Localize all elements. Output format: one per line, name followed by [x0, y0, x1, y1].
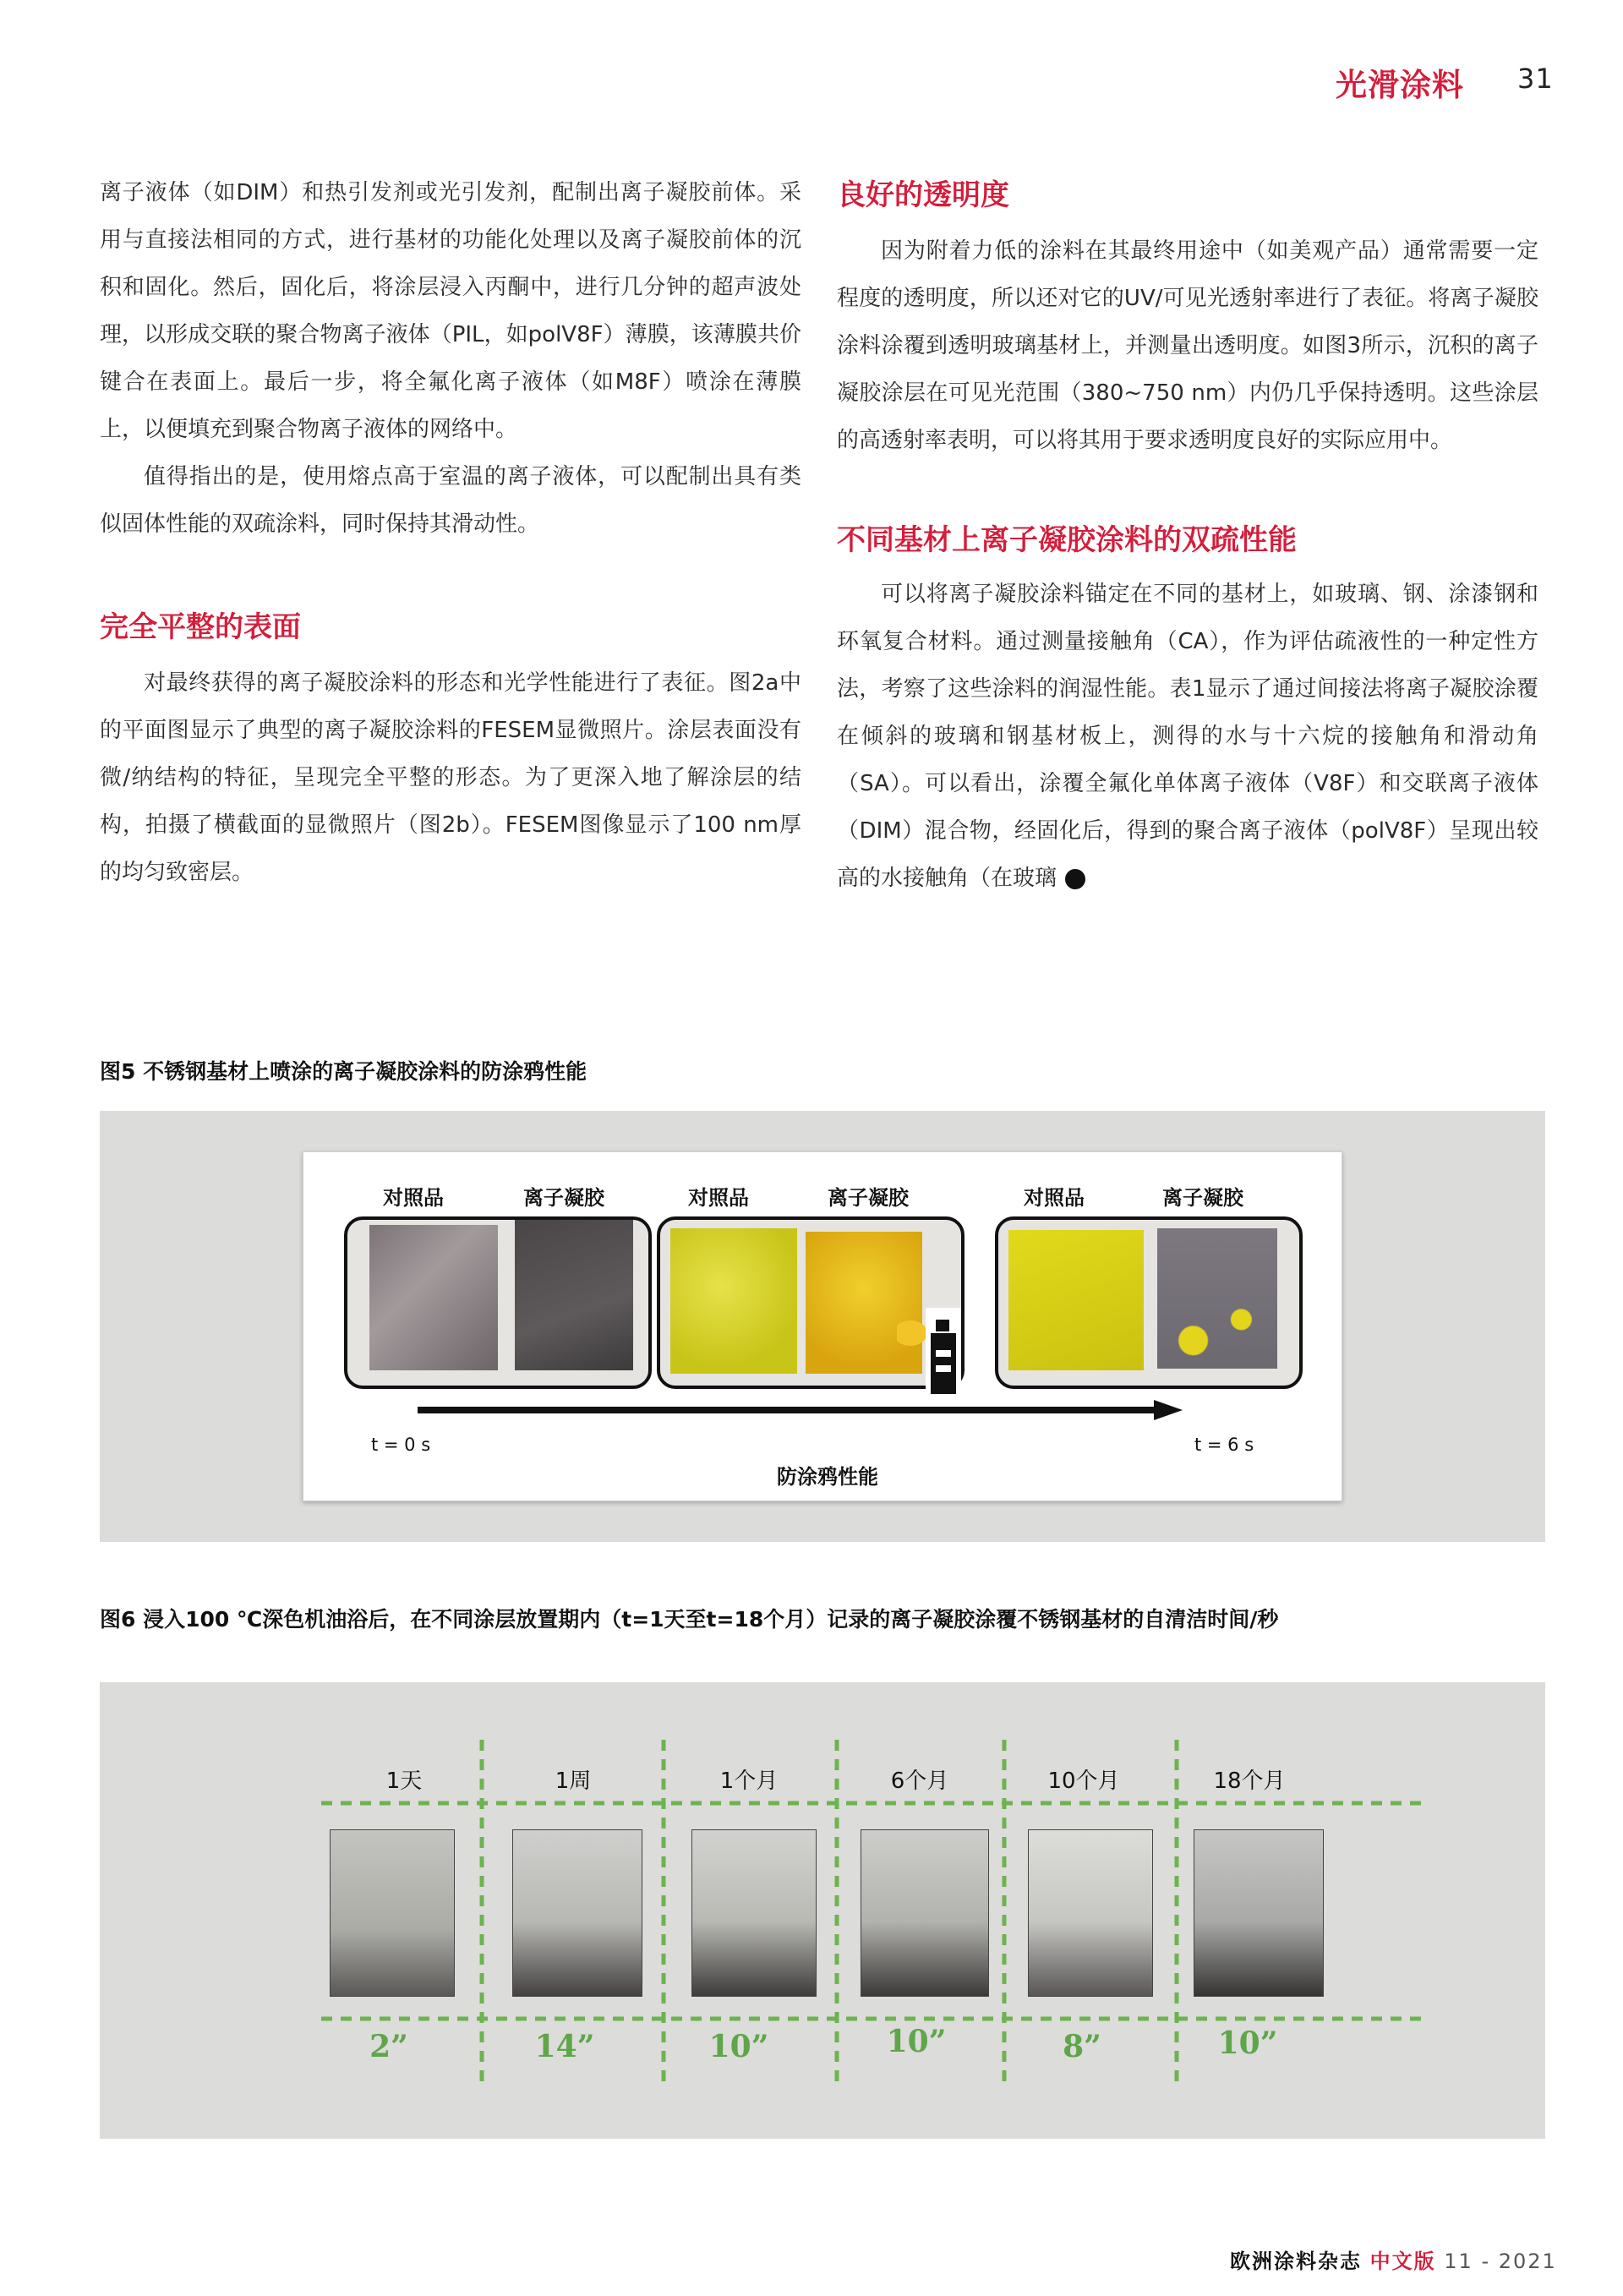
sample-photo	[512, 1829, 642, 1997]
edition-label: 中文版	[1369, 2250, 1436, 2273]
ionogel-label: 离子凝胶	[828, 1186, 909, 1210]
axis-label: 防涂鸦性能	[777, 1465, 878, 1489]
sample-photo	[1028, 1829, 1153, 1997]
control-plate	[369, 1225, 498, 1370]
sample-photo	[1194, 1829, 1324, 1997]
time-end-label: t = 6 s	[1194, 1435, 1254, 1455]
cleaning-time: 10”	[708, 2029, 769, 2064]
section-heading: 良好的透明度	[837, 178, 1009, 212]
photo-after-spray	[995, 1216, 1303, 1389]
magazine-name: 欧洲涂料杂志	[1230, 2250, 1362, 2273]
control-label: 对照品	[1024, 1186, 1085, 1210]
paragraph: 值得指出的是，使用熔点高于室温的离子液体，可以配制出具有类似固体性能的双疏涂料，同时保持其滑动性。	[100, 464, 801, 537]
ionogel-label: 离子凝胶	[523, 1186, 604, 1210]
figure5-panel	[100, 1111, 1545, 1542]
section-title: 光滑涂料	[1336, 67, 1464, 103]
cleaning-time: 2”	[369, 2029, 408, 2064]
sample-photo	[861, 1829, 989, 1997]
spray-can-icon	[897, 1301, 965, 1399]
control-plate	[670, 1228, 797, 1374]
ionogel-plate	[515, 1220, 633, 1370]
time-arrow	[413, 1397, 1191, 1423]
figure5-caption: 图5 不锈钢基材上喷涂的离子凝胶涂料的防涂鸦性能	[100, 1059, 587, 1084]
period-label: 1天	[385, 1768, 423, 1794]
period-label: 10个月	[1047, 1768, 1120, 1794]
period-label: 18个月	[1213, 1768, 1286, 1794]
figure6-caption: 图6 浸入100 ℃深色机油浴后，在不同涂层放置期内（t=1天至t=18个月）记录的离子凝胶涂覆不锈钢基材的自清洁时间/秒	[100, 1607, 1279, 1632]
cleaning-time: 10”	[886, 2024, 947, 2059]
paragraph-text: 可以将离子凝胶涂料锚定在不同的基材上，如玻璃、钢、涂漆钢和环氧复合材料。通过测量接触角（CA），作为评估疏液性的一种定性方法，考察了这些涂料的润湿性能。表1显示了通过间接法将离子凝胶涂覆在倾斜的玻璃和钢基材板上，测得的水与十六烷的接触角和滑动角（SA）。可以看出，涂覆全氟化单体离子液体（V8F）和交联离子液体（DIM）混合物，经固化后，得到的聚合离子液体（polV8F）呈现出较高的水接触角（在玻璃	[837, 582, 1538, 891]
issue-label: 11 - 2021	[1444, 2250, 1557, 2273]
paragraph: 对最终获得的离子凝胶涂料的形态和光学性能进行了表征。图2a中的平面图显示了典型的离子凝胶涂料的FESEM显微照片。涂层表面没有微/纳结构的特征，呈现完全平整的形态。为了更深入地了解涂层的结构，拍摄了横截面的显微照片（图2b）。FESEM图像显示了100 nm厚的均匀致密层。	[100, 670, 801, 885]
cleaning-time: 8”	[1063, 2029, 1101, 2064]
period-label: 1周	[555, 1768, 592, 1794]
control-label: 对照品	[688, 1186, 749, 1210]
photo-before-spray	[344, 1216, 652, 1389]
period-label: 1个月	[719, 1768, 779, 1794]
ionogel-label: 离子凝胶	[1162, 1186, 1243, 1210]
control-plate	[1008, 1230, 1144, 1370]
ionogel-plate	[1157, 1228, 1277, 1369]
cleaning-time: 10”	[1217, 2025, 1278, 2061]
figure5-image	[303, 1151, 1342, 1501]
left-column	[100, 169, 801, 896]
sample-photo	[330, 1829, 455, 1997]
cleaning-time: 14”	[534, 2029, 595, 2064]
period-label: 6个月	[890, 1768, 949, 1794]
section-heading: 不同基材上离子凝胶涂料的双疏性能	[837, 523, 1297, 557]
continue-arrow-icon: ❯	[1065, 869, 1085, 889]
paragraph: 因为附着力低的涂料在其最终用途中（如美观产品）通常需要一定程度的透明度，所以还对它的UV/可见光透射率进行了表征。将离子凝胶涂料涂覆到透明玻璃基材上，并测量出透明度。如图3所示，沉积的离子凝胶涂层在可见光范围（380~750 nm）内仍几乎保持透明。这些涂层的高透射率表明，可以将其用于要求透明度良好的实际应用中。	[837, 238, 1538, 453]
page-number: 31	[1517, 63, 1554, 95]
figure6-panel	[100, 1682, 1545, 2139]
paragraph: 离子液体（如DIM）和热引发剂或光引发剂，配制出离子凝胶前体。采用与直接法相同的方式，进行基材的功能化处理以及离子凝胶前体的沉积和固化。然后，固化后，将涂层浸入丙酮中，进行几分钟的超声波处理，以形成交联的聚合物离子液体（PIL，如polV8F）薄膜，该薄膜共价键合在表面上。最后一步，将全氟化离子液体（如M8F）喷涂在薄膜上，以便填充到聚合物离子液体的网络中。	[100, 180, 801, 442]
sample-photo	[691, 1829, 817, 1997]
time-start-label: t = 0 s	[371, 1435, 431, 1455]
footer	[1230, 2244, 1557, 2274]
right-column	[837, 175, 1538, 902]
paragraph	[837, 571, 1538, 902]
section-heading: 完全平整的表面	[100, 610, 301, 644]
control-label: 对照品	[383, 1186, 444, 1210]
